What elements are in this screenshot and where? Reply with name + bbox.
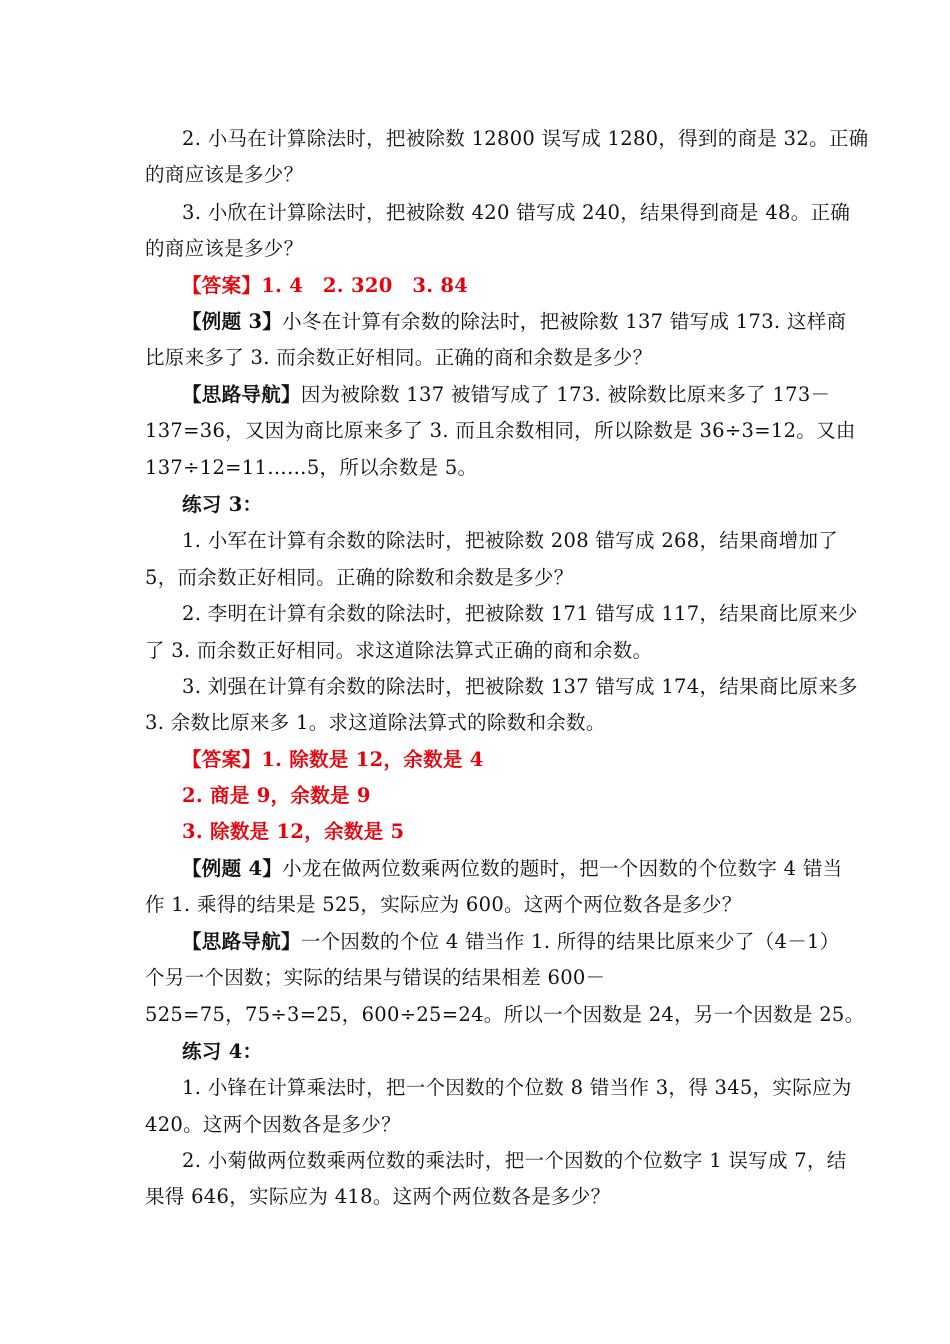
practice3-answer1: 【答案】1. 除数是 12，余数是 4 bbox=[182, 748, 484, 771]
example4-nav-line3: 525=75，75÷3=25，600÷25=24。所以一个因数是 24，另一个因数是 25。 bbox=[145, 1003, 865, 1026]
practice4-question1-line2: 420。这两个因数各是多少？ bbox=[145, 1113, 401, 1136]
practice2-question2-line1: 2. 小马在计算除法时，把被除数 12800 误写成 1280，得到的商是 32。正确 bbox=[182, 127, 869, 150]
practice3-answer3: 3. 除数是 12，余数是 5 bbox=[182, 820, 405, 843]
practice3-question2-line2: 了 3. 而余数正好相同。求这道除法算式正确的商和余数。 bbox=[145, 639, 653, 662]
practice3-answer2: 2. 商是 9，余数是 9 bbox=[182, 784, 371, 807]
practice2-question3-line1: 3. 小欣在计算除法时，把被除数 420 错写成 240，结果得到商是 48。正确 bbox=[182, 201, 851, 224]
practice3-question1-line1: 1. 小军在计算有余数的除法时，把被除数 208 错写成 268，结果商增加了 bbox=[182, 529, 839, 552]
example3-line2: 比原来多了 3. 而余数正好相同。正确的商和余数是多少？ bbox=[145, 346, 653, 369]
example4-line1 bbox=[182, 851, 843, 887]
example3-nav-tag: 【思路导航】 bbox=[182, 383, 301, 406]
example4-nav-tag: 【思路导航】 bbox=[182, 930, 301, 953]
example3-nav-line1 bbox=[182, 377, 831, 413]
example4-text1: 小龙在做两位数乘两位数的题时，把一个因数的个位数字 4 错当 bbox=[282, 857, 843, 880]
example3-nav-line2: 137=36，又因为商比原来多了 3. 而且余数相同，所以除数是 36÷3=12。又由 bbox=[145, 419, 856, 442]
example4-nav-text1: 一个因数的个位 4 错当作 1. 所得的结果比原来少了（4－1） bbox=[300, 930, 840, 953]
example4-line2: 作 1. 乘得的结果是 525，实际应为 600。这两个两位数各是多少？ bbox=[145, 893, 742, 916]
example4-nav-line1 bbox=[182, 924, 840, 960]
example3-nav-line3: 137÷12=11……5，所以余数是 5。 bbox=[145, 456, 478, 479]
practice4-question2-line2: 果得 646，实际应为 418。这两个两位数各是多少？ bbox=[145, 1185, 611, 1208]
example3-line1 bbox=[182, 304, 847, 340]
practice3-title: 练习 3： bbox=[182, 493, 263, 516]
practice2-question3-line2: 的商应该是多少？ bbox=[145, 237, 304, 260]
practice4-question2-line1: 2. 小菊做两位数乘两位数的乘法时，把一个因数的个位数字 1 误写成 7，结 bbox=[182, 1149, 847, 1172]
practice3-question2-line1: 2. 李明在计算有余数的除法时，把被除数 171 错写成 117，结果商比原来少 bbox=[182, 602, 858, 625]
example3-text1: 小冬在计算有余数的除法时，把被除数 137 错写成 173. 这样商 bbox=[282, 310, 847, 333]
practice3-question3-line2: 3. 余数比原来多 1。求这道除法算式的除数和余数。 bbox=[145, 711, 606, 734]
practice3-question3-line1: 3. 刘强在计算有余数的除法时，把被除数 137 错写成 174，结果商比原来多 bbox=[182, 675, 858, 698]
example4-nav-line2: 个另一个因数；实际的结果与错误的结果相差 600－ bbox=[145, 966, 606, 989]
example4-tag: 【例题 4】 bbox=[182, 857, 283, 880]
practice2-answer: 【答案】1. 4 2. 320 3. 84 bbox=[182, 274, 469, 297]
practice4-title: 练习 4： bbox=[182, 1040, 263, 1063]
practice2-question2-line2: 的商应该是多少？ bbox=[145, 163, 304, 186]
practice3-question1-line2: 5，而余数正好相同。正确的除数和余数是多少？ bbox=[145, 566, 574, 589]
example3-tag: 【例题 3】 bbox=[182, 310, 283, 333]
practice4-question1-line1: 1. 小锋在计算乘法时，把一个因数的个位数 8 错当作 3，得 345，实际应为 bbox=[182, 1076, 852, 1099]
example3-nav-text1: 因为被除数 137 被错写成了 173. 被除数比原来多了 173－ bbox=[300, 383, 831, 406]
